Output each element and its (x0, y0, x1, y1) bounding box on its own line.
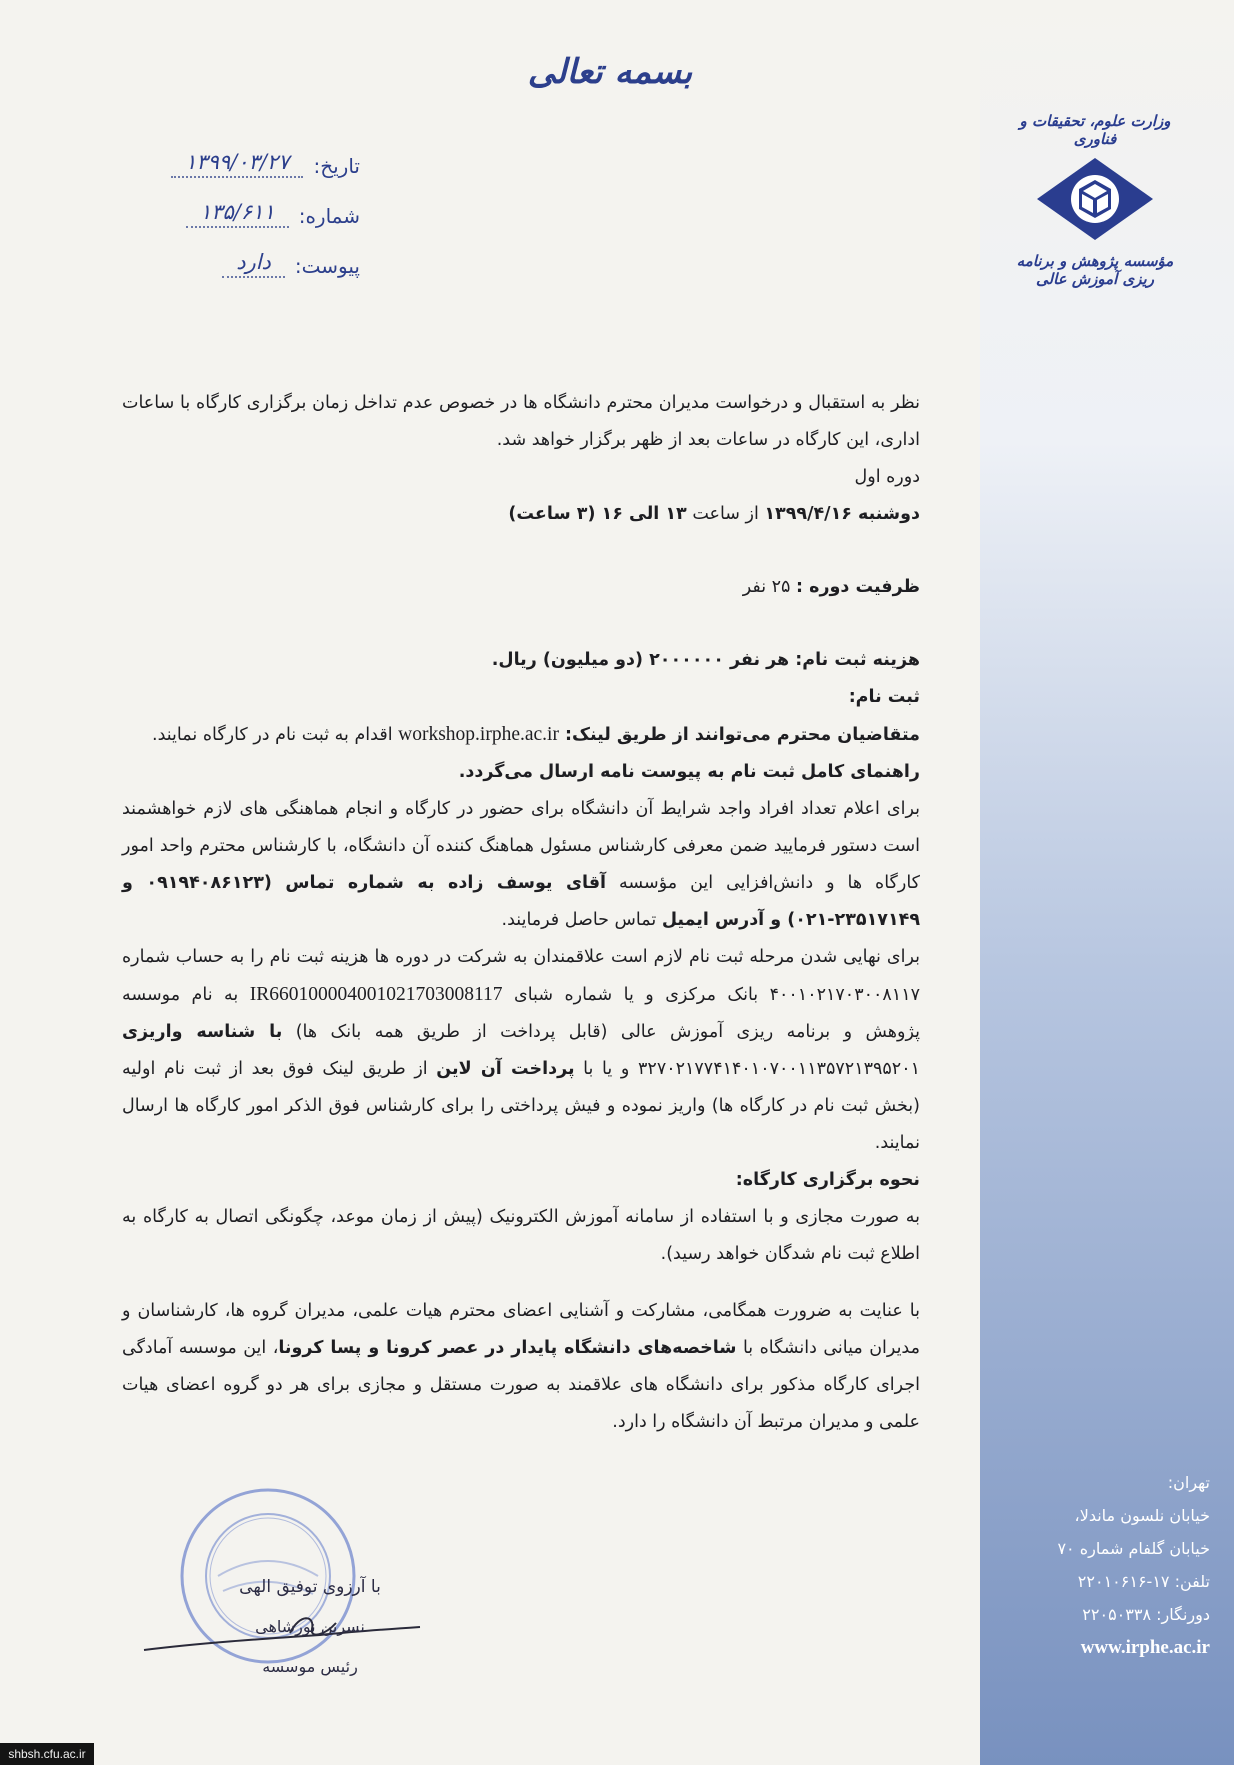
address-street-1: خیابان نلسون ماندلا، (1074, 1506, 1210, 1525)
coordination-contact: آقای یوسف زاده به شماره تماس (۰۹۱۹۴۰۸۶۱۲۳ و ۲۳۵۱۷۱۴۹-۰۲۱) و آدرس ایمیل (122, 873, 920, 930)
coordination-end: تماس حاصل فرمایند. (501, 910, 662, 930)
letter-body (122, 385, 920, 1441)
period-date-day: دوشنبه ۱۳۹۹/۴/۱۶ (764, 504, 920, 524)
closing-text-1: با عنایت به ضرورت همگامی، مشارکت و آشنایی اعضای محترم هیات علمی، مدیران گروه ها، کارشناسان و مدیران میانی دانشگاه با (122, 1301, 920, 1358)
attachment-value: دارد (222, 250, 285, 278)
payment-text-2: به نام موسسه پژوهش و برنامه ریزی آموزش عالی (قابل پرداخت از طریق همه بانک ها) (122, 985, 920, 1042)
closing-paragraph (122, 1293, 920, 1441)
guide-line: راهنمای کامل ثبت نام به پیوست نامه ارسال می‌گردد. (458, 762, 920, 782)
online-payment-label: پرداخت آن لاین (436, 1059, 575, 1079)
method-paragraph: به صورت مجازی و با استفاده از سامانه آموزش الکترونیک (پیش از زمان موعد، چگونگی اتصال به کارگاه به اطلاع ثبت نام شدگان خواهد رسید). (122, 1207, 920, 1264)
method-title: نحوه برگزاری کارگاه: (735, 1170, 920, 1190)
fee-line: هزینه ثبت نام: هر نفر ۲۰۰۰۰۰۰ (دو میلیون) ریال. (491, 650, 920, 670)
coordination-paragraph (122, 791, 920, 939)
address-street-2: خیابان گلفام شماره ۷۰ (1057, 1539, 1210, 1558)
institute-logo-block (1006, 112, 1184, 288)
ministry-name: وزارت علوم، تحقیقات و فناوری (1019, 112, 1171, 148)
period-date (122, 496, 920, 533)
address-fax: دورنگار: ۲۲۰۵۰۳۳۸ (1082, 1605, 1210, 1624)
cube-emblem-icon (1035, 156, 1155, 242)
address-city: تهران: (1167, 1473, 1210, 1492)
period-date-from: از ساعت (686, 504, 765, 524)
signer-name: نسرین نورشاهی (255, 1617, 365, 1636)
period-date-hours: ۱۳ الی ۱۶ (۳ ساعت) (508, 504, 687, 524)
registration-link-line (122, 716, 920, 754)
signer-title: رئیس موسسه (262, 1657, 358, 1676)
letter-meta (90, 128, 360, 278)
payment-text-4: از طریق لینک فوق بعد از ثبت نام اولیه (بخش ثبت نام در کارگاه ها) واریز نموده و فیش پرداختی را برای کارشناس فوق الذکر امور کارگاه ها ارسال نمایند. (122, 1059, 920, 1153)
basmala-heading: بسمه تعالی (527, 52, 693, 92)
number-row (90, 178, 360, 228)
registration-intro: متقاضیان محترم می‌توانند از طریق لینک: (558, 725, 920, 745)
watermark-tag: shbsh.cfu.ac.ir (0, 1743, 94, 1765)
address-phone: تلفن: ۱۷-۲۲۰۱۰۶۱۶ (1077, 1572, 1210, 1591)
period-title: دوره اول (854, 467, 920, 487)
institute-address (1000, 1466, 1210, 1664)
coordination-text: برای اعلام تعداد افراد واجد شرایط آن دانشگاه برای حضور در کارگاه و انجام هماهنگی های لازم خواهشمند است دستور فرمایید ضمن معرفی کارشناس مسئول هماهنگ کننده آن دانشگاه، با کارشناس محترم واحد امور کارگاه ها و دانش‌افزایی این مؤسسه (122, 799, 920, 893)
intro-paragraph: نظر به استقبال و درخواست مدیران محترم دانشگاه ها در خصوص عدم تداخل زمان برگزاری کارگاه با ساعات اداری، این کارگاه در ساعات بعد از ظهر برگزار خواهد شد. (122, 393, 920, 450)
website-link[interactable]: www.irphe.ac.ir (1080, 1637, 1210, 1658)
workshop-link[interactable]: workshop.irphe.ac.ir (398, 724, 559, 745)
attachment-row (90, 228, 360, 278)
number-value: ۱۳۵/۶۱۱ (186, 200, 289, 228)
payment-paragraph (122, 939, 920, 1162)
closing-text-2: ، این موسسه آمادگی اجرای کارگاه مذکور برای دانشگاه های علاقمند به صورت مستقل و مجازی برای هر دو گروه اعضای هیات علمی و مدیران مرتبط آن دانشگاه را دارد. (122, 1338, 920, 1432)
capacity-line (122, 569, 920, 606)
date-row (90, 128, 360, 178)
number-label: شماره: (298, 204, 360, 228)
closing-greeting: با آرزوی توفیق الهی (239, 1577, 381, 1597)
registration-outro: اقدام به ثبت نام در کارگاه نمایند. (152, 725, 399, 745)
payment-text-1: برای نهایی شدن مرحله ثبت نام لازم است علاقمندان به شرکت در دوره ها هزینه ثبت نام را به حساب شماره ۴۰۰۱۰۲۱۷۰۳۰۰۸۱۱۷ بانک مرکزی و یا شماره شبای (122, 947, 920, 1005)
institute-name: مؤسسه پژوهش و برنامه ریزی آموزش عالی (1016, 252, 1174, 288)
iban-number: IR660100004001021703008117 (249, 984, 503, 1005)
signature-block (200, 1567, 420, 1687)
date-label: تاریخ: (313, 154, 360, 178)
closing-topic: شاخصه‌های دانشگاه پایدار در عصر کرونا و پسا کرونا (278, 1338, 737, 1358)
payment-id-label: با شناسه واریزی (122, 1022, 283, 1042)
registration-title: ثبت نام: (848, 687, 920, 707)
capacity-value: ۲۵ نفر (742, 577, 797, 597)
date-value: ۱۳۹۹/۰۳/۲۷ (171, 150, 303, 178)
payment-text-3: ۳۲۷۰۲۱۷۷۴۱۴۰۱۰۷۰۰۱۱۳۵۷۲۱۳۹۵۲۰۱ و یا با (574, 1059, 920, 1079)
attachment-label: پیوست: (294, 254, 360, 278)
capacity-label: ظرفیت دوره : (796, 577, 920, 597)
